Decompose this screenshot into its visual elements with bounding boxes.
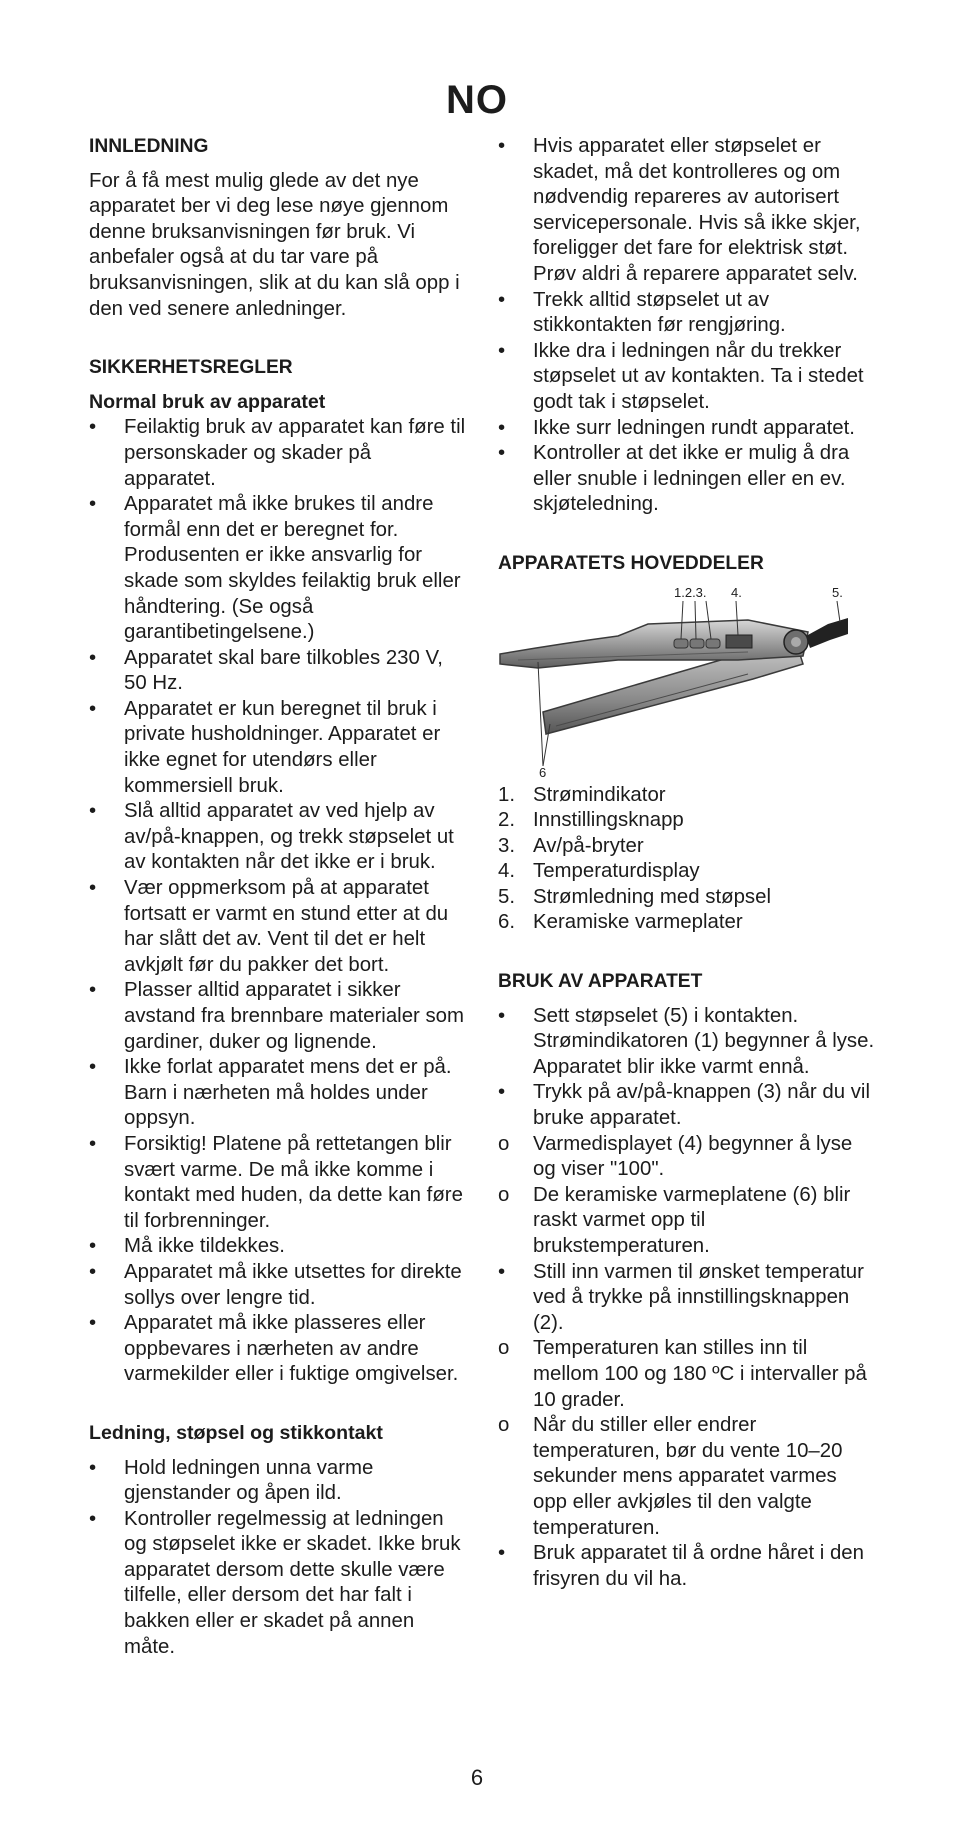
bullet-icon: • <box>89 1056 97 1079</box>
list-item: • Hold ledningen unna varme gjenstander og åpen ild. <box>89 1456 374 1505</box>
list-item: • Apparatet må ikke utsettes for direkte sollys over lengre tid. <box>89 1260 462 1309</box>
list-item: o Temperaturen kan stilles inn til mellom 100 og 180 ºC i intervaller på 10 grader. <box>498 1337 867 1411</box>
list-item: o De keramiske varmeplatene (6) blir raskt varmet opp til brukstemperaturen. <box>498 1183 851 1257</box>
callout-6: 6 <box>539 764 547 780</box>
list-item: 3. Av/på-bryter <box>498 834 644 857</box>
bullet-icon: • <box>89 1260 97 1283</box>
bullet-icon: • <box>89 1235 97 1258</box>
left-column <box>89 134 467 1660</box>
normal-use-heading: Normal bruk av apparatet <box>89 390 326 413</box>
list-item: • Sett støpselet (5) i kontakten. Strømindikatoren (1) begynner å lyse. Apparatet blir ikke varmt ennå. <box>498 1004 875 1078</box>
list-item: 2. Innstillingsknapp <box>498 809 684 832</box>
list-item: • Plasser alltid apparatet i sikker avstand fra brennbare materialer som gardiner, duker og lignende. <box>89 979 465 1053</box>
bullet-icon: • <box>89 877 97 900</box>
bullet-icon: • <box>89 646 97 669</box>
list-item: • Ikke forlat apparatet mens det er på. Barn i nærheten må holdes under oppsyn. <box>89 1056 452 1130</box>
callout-4: 4. <box>731 584 742 600</box>
list-item: 5. Strømledning med støpsel <box>498 885 771 908</box>
usage-list <box>498 1004 876 1593</box>
bullet-icon: • <box>89 1132 97 1155</box>
callout-5: 5. <box>832 584 843 600</box>
callout-1-2-3: 1.2.3. <box>674 584 707 600</box>
list-item: • Trekk alltid støpselet ut av stikkontakten før rengjøring. <box>498 288 786 337</box>
safety-heading: SIKKERHETSREGLER <box>89 357 293 379</box>
bullet-icon: • <box>89 1456 97 1479</box>
list-item: • Feilaktig bruk av apparatet kan føre til personskader og skader på apparatet. <box>89 416 466 490</box>
bullet-icon: • <box>89 800 97 823</box>
list-item: • Hvis apparatet eller støpselet er skadet, må det kontrolleres og om nødvendig repareres av autorisert servicepersonale. Hvis så ikke skjer, foreligger det fare for elektrisk støt. Prøv aldri å reparere apparatet selv. <box>498 135 861 285</box>
list-item: • Kontroller at det ikke er mulig å dra eller snuble i ledningen eller en ev. skjøteledning. <box>498 442 850 516</box>
list-item: • Apparatet skal bare tilkobles 230 V, 50 Hz. <box>89 646 443 695</box>
intro-paragraph: For å få mest mulig glede av det nye apparatet ber vi deg lese nøye gjennom denne bruksanvisningen før bruk. Vi anbefaler også at du tar vare på bruksanvisningen, slik at du kan slå opp i den ved senere anledninger. <box>89 169 460 320</box>
normal-use-list <box>89 415 467 1388</box>
parts-list <box>498 783 876 937</box>
page-title: NO <box>446 78 508 122</box>
cord-list-continued <box>498 134 876 518</box>
bullet-icon: • <box>89 1507 97 1530</box>
bullet-icon: • <box>498 339 506 362</box>
bullet-icon: • <box>498 416 506 439</box>
list-item: o Varmedisplayet (4) begynner å lyse og viser "100". <box>498 1132 853 1181</box>
cord-list <box>89 1456 467 1661</box>
bullet-icon: • <box>498 288 506 311</box>
list-item: 6. Keramiske varmeplater <box>498 911 743 934</box>
bullet-icon: • <box>89 697 97 720</box>
list-item: • Apparatet må ikke plasseres eller oppbevares i nærheten av andre varmekilder eller i fuktige omgivelser. <box>89 1312 459 1386</box>
list-item: • Forsiktig! Platene på rettetangen blir svært varme. De må ikke komme i kontakt med huden, da dette kan føre til forbrenninger. <box>89 1132 463 1232</box>
list-item: • Still inn varmen til ønsket temperatur ved å trykke på innstillingsknappen (2). <box>498 1260 864 1334</box>
parts-heading: APPARATETS HOVEDDELER <box>498 552 764 574</box>
intro-heading: INNLEDNING <box>89 136 209 157</box>
list-item: • Trykk på av/på-knappen (3) når du vil bruke apparatet. <box>498 1081 870 1130</box>
page-number: 6 <box>470 1765 484 1790</box>
list-item: • Apparatet må ikke brukes til andre formål enn det er beregnet for. Produsenten er ikke ansvarlig for skade som skyldes feilaktig bruk eller håndtering. (Se også garantibetingelsene.) <box>89 493 461 644</box>
cord-heading: Ledning, støpsel og stikkontakt <box>89 1421 383 1444</box>
usage-heading: BRUK AV APPARATET <box>498 971 703 993</box>
list-item: 1. Strømindikator <box>498 783 666 806</box>
list-item: • Ikke surr ledningen rundt apparatet. <box>498 416 876 442</box>
list-item: • Ikke dra i ledningen når du trekker støpselet ut av kontakten. Ta i stedet godt tak i støpselet. <box>498 339 864 413</box>
bullet-icon: • <box>89 1312 97 1335</box>
right-column <box>498 134 876 1592</box>
list-item: • Slå alltid apparatet av ved hjelp av av/på-knappen, og trekk støpselet ut av kontakten når det ikke er i bruk. <box>89 800 454 874</box>
list-item: o Når du stiller eller endrer temperaturen, bør du vente 10–20 sekunder mens apparatet varmes opp eller avkjøles til den valgte temperaturen. <box>498 1414 843 1539</box>
list-item: • Bruk apparatet til å ordne håret i den frisyren du vil ha. <box>498 1542 864 1590</box>
bullet-icon: • <box>89 493 97 516</box>
bullet-icon: • <box>89 979 97 1002</box>
bullet-icon: • <box>498 135 506 157</box>
list-item: • Vær oppmerksom på at apparatet fortsatt er varmt en stund etter at du har slått det av. Vent til det er helt avkjølt før du pakker det bort. <box>89 877 449 976</box>
list-item: 4. Temperaturdisplay <box>498 860 700 883</box>
list-item: • Kontroller regelmessig at ledningen og støpselet ikke er skadet. Ikke bruk apparatet dersom dette skulle være tilfelle, eller dersom det har falt i bakken eller er skadet på annen måte. <box>89 1507 461 1658</box>
bullet-icon: • <box>89 416 97 439</box>
bullet-icon: • <box>498 442 506 465</box>
list-item: • Må ikke tildekkes. <box>89 1234 467 1260</box>
hair-straightener-figure <box>498 584 848 779</box>
list-item: • Apparatet er kun beregnet til bruk i private husholdninger. Apparatet er ikke egnet for utendørs eller kommersiell bruk. <box>89 697 441 797</box>
hair-straightener-illustration <box>498 584 848 779</box>
